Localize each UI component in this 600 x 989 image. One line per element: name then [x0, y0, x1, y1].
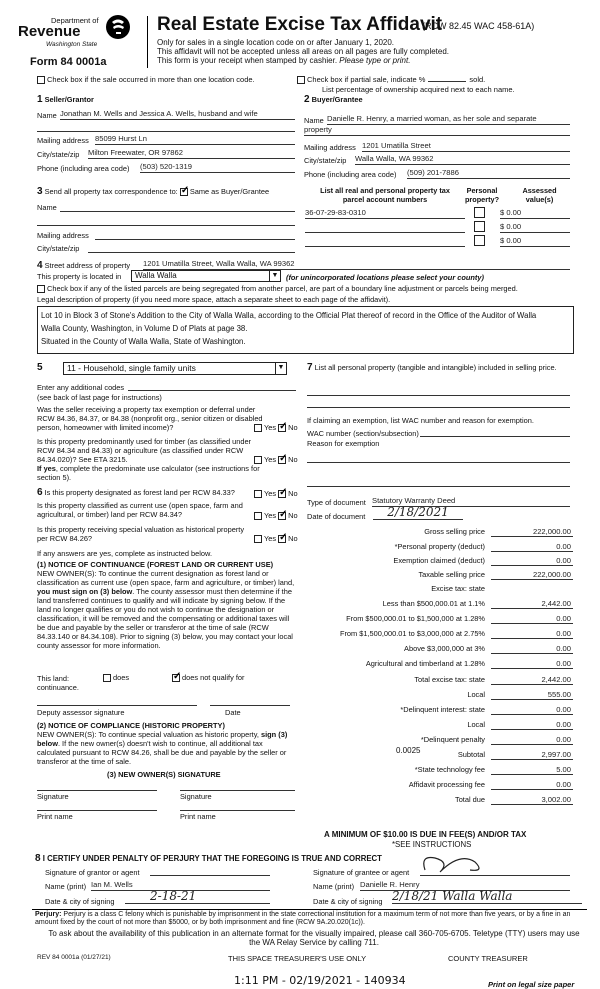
certify-heading: 8 I CERTIFY UNDER PENALTY OF PERJURY THAT THE FOREGOING IS TRUE AND CORRECT [35, 853, 382, 864]
s6-q3-no-checkbox[interactable] [278, 535, 286, 543]
tax-row-value[interactable]: 0.00 [491, 556, 573, 566]
this-land-label: This land: [37, 674, 70, 683]
land-does[interactable]: does [103, 673, 129, 682]
tax-row-label: *Personal property (deduct) [394, 542, 485, 551]
tax-row-value[interactable]: 0.00 [491, 735, 573, 745]
location-select[interactable]: Walla Walla ▼ [131, 270, 281, 282]
personal-property-line1[interactable] [307, 386, 570, 396]
seller-phone-label: Phone (including area code) [37, 164, 130, 173]
s3-name-line2[interactable] [37, 215, 295, 226]
seller-mail-label: Mailing address [37, 136, 89, 145]
unincorporated-note: (for unincorporated locations please select your county) [286, 273, 484, 282]
parcel-header: List all real and personal property tax parcel account numbers [320, 186, 450, 204]
tax-row-value[interactable]: 3,002.00 [491, 795, 573, 805]
owner-sig-label-1: Signature [37, 792, 69, 801]
reason-label: Reason for exemption [307, 439, 380, 448]
tax-row [305, 659, 573, 670]
tax-row-value[interactable]: 0.00 [491, 659, 573, 669]
form-title: Real Estate Excise Tax Affidavit [157, 14, 443, 35]
s6-q2-yes-checkbox[interactable] [254, 512, 262, 520]
header-note1: Only for sales in a single location code on or after January 1, 2020. [157, 38, 395, 47]
perjury-divider [32, 909, 587, 910]
tax-row-label: From $1,500,000.01 to $3,000,000 at 2.75% [339, 629, 485, 638]
parcel-field-1[interactable]: 36-07-29-83-0310 [305, 208, 465, 219]
partial-sale-check[interactable]: Check box if partial sale, indicate % sold. [297, 75, 485, 84]
grantee-name-label: Name (print) [313, 882, 355, 891]
legal-line2: Walla County, Washington, in Volume D of Plats at page 38. [41, 324, 248, 333]
s6-q2-yesno[interactable]: Yes ✓ No [254, 511, 298, 520]
tax-row-label: Gross selling price [424, 527, 485, 536]
s6-q1-yesno[interactable]: Yes ✓ No [254, 489, 298, 498]
seller-name-label: Name [37, 111, 57, 120]
grantor-name-label: Name (print) [45, 882, 87, 891]
minimum-note: A MINIMUM OF $10.00 IS DUE IN FEE(S) AND/OR TAX [324, 830, 527, 839]
buyer-phone-label: Phone (including area code) [304, 170, 397, 179]
continuance-label: continuance. [37, 683, 79, 692]
tax-row [305, 644, 573, 655]
tax-row [305, 750, 573, 761]
form-title-ref: (RCW 82.45 WAC 458-61A) [422, 21, 535, 31]
legal-paper-note: Print on legal size paper [488, 980, 575, 989]
partial-sale-checkbox[interactable] [297, 76, 305, 84]
doc-type-field[interactable]: Statutory Warranty Deed [372, 496, 570, 507]
tax-row-label: Taxable selling price [418, 570, 485, 579]
s6-q1: 6 Is this property designated as forest land per RCW 84.33? [37, 487, 235, 498]
tax-row-value[interactable]: 0.00 [491, 780, 573, 790]
s3-mail-field[interactable] [95, 229, 295, 240]
doc-type-label: Type of document [307, 498, 366, 507]
local-rate: 0.0025 [396, 746, 421, 755]
owner-print-label-2: Print name [180, 812, 216, 821]
tax-row-value[interactable]: 2,442.00 [491, 675, 573, 685]
tax-row-label: Affidavit processing fee [408, 780, 485, 789]
tax-row [305, 780, 573, 791]
section3-heading: 3 Send all property tax correspondence to: ✓ Same as Buyer/Grantee [37, 186, 269, 197]
s5-q1-yes-checkbox[interactable] [254, 424, 262, 432]
s6-q3-yes-checkbox[interactable] [254, 535, 262, 543]
tax-row [305, 599, 573, 610]
list-pct-note: List percentage of ownership acquired next to each name. [322, 85, 515, 94]
tax-row [305, 629, 573, 640]
grantee-date-label: Date & city of signing [313, 897, 383, 906]
s5-q1-yesno[interactable]: Yes ✓ No [254, 423, 298, 432]
seller-city-field[interactable]: Milton Freewater, OR 97862 [88, 148, 295, 159]
receipt-stamp: 1:11 PM - 02/19/2021 - 140934 [234, 974, 406, 987]
s3-city-field[interactable] [88, 242, 295, 253]
deputy-signature-label: Deputy assessor signature [37, 708, 125, 717]
tax-row-value[interactable]: 0.00 [491, 614, 573, 624]
owner-sig-label-2: Signature [180, 792, 212, 801]
rev-number: REV 84 0001a (01/27/21) [37, 954, 111, 961]
s6-q2: Is this property classified as current use (open space, farm and agricultural, or timber) land per RCW 84.34? [37, 501, 243, 519]
owner-print-field-1[interactable] [37, 808, 157, 811]
owner-print-label-1: Print name [37, 812, 73, 821]
wac-field[interactable] [420, 428, 570, 437]
tax-row-value[interactable]: 0.00 [491, 720, 573, 730]
s6-q1-yes-checkbox[interactable] [254, 490, 262, 498]
owner-sig-field-2[interactable] [180, 788, 295, 791]
chevron-down-icon: ▼ [269, 271, 280, 281]
owner-sig-field-1[interactable] [37, 788, 157, 791]
tax-row [305, 765, 573, 776]
land-does-not-checkbox[interactable] [172, 674, 180, 682]
s5-q2-yesno[interactable]: Yes ✓ No [254, 455, 298, 464]
county-treasurer: COUNTY TREASURER [448, 954, 528, 963]
reason-line2[interactable] [307, 478, 570, 487]
deputy-date-field[interactable] [210, 697, 290, 706]
section4-street: 4 Street address of property [37, 260, 131, 271]
s3-city-label: City/state/zip [37, 244, 80, 253]
s3-name-label: Name [37, 203, 57, 212]
header-note2: This affidavit will not be accepted unless all areas on all pages are fully completed. [157, 47, 450, 56]
notice1-text: NEW OWNER(S): To continue the current designation as forest land or classification as current use (open space, farm and agriculture, or timber) land, you must sign on (3) below. The county assessor must then determine if the land transferred continues to qualify and will indicate by signing below. If the land no longer qualifies or you do not wish to continue the designation or classification, it will be removed and the compensating or additional taxes will be due and payable by the seller or transferor at the time of sale (RCW 84.33.140 or 84.34.108). Prior to signing (3) below, you may contact your local county assessor for more information. [37, 569, 295, 650]
grantee-sig-label: Signature of grantee or agent [313, 868, 410, 877]
tax-row-value[interactable]: 2,442.00 [491, 599, 573, 609]
personal-property-line2[interactable] [307, 398, 570, 408]
owner-print-field-2[interactable] [180, 808, 295, 811]
grantee-signature-mark [415, 850, 495, 878]
s6-q3-yesno[interactable]: Yes ✓ No [254, 534, 298, 543]
tax-row [305, 675, 573, 686]
dept-line3: Washington State [46, 41, 98, 48]
dept-line1: Department of [51, 16, 99, 25]
buyer-name-field[interactable]: Danielle R. Henry, a married woman, as her sole and separate [327, 114, 570, 125]
s5-q2-note: If yes, complete the predominate use calculator (see instructions for section 5). [37, 464, 260, 482]
tax-row-label: Total excise tax: state [414, 675, 485, 684]
grantor-signature-field[interactable] [150, 867, 270, 876]
notice1-title: (1) NOTICE OF CONTINUANCE (FOREST LAND OR CURRENT USE) [37, 560, 274, 569]
tax-row-value[interactable]: 222,000.00 [491, 527, 573, 537]
treasurer-use: THIS SPACE TREASURER'S USE ONLY [228, 954, 367, 963]
multi-location-check[interactable]: Check box if the sale occurred in more than one location code. [37, 75, 255, 84]
dor-logo [18, 14, 136, 48]
buyer-heading: 2 Buyer/Grantee [304, 94, 363, 105]
tax-row-label: Agricultural and timberland at 1.28% [365, 659, 485, 668]
buyer-city-label: City/state/zip [304, 156, 347, 165]
doc-date-field[interactable]: 2/18/2021 [373, 505, 463, 520]
seller-mail-field[interactable]: 85099 Hurst Ln [95, 134, 295, 145]
tax-row-label: Exemption claimed (deduct) [393, 556, 485, 565]
header-note3: This form is your receipt when stamped by cashier. Please type or print. [157, 56, 411, 65]
tax-row-label: *Delinquent penalty [420, 735, 485, 744]
s5-q2-yes-checkbox[interactable] [254, 456, 262, 464]
personal-checkbox-1[interactable] [474, 207, 485, 218]
seller-city-label: City/state/zip [37, 150, 80, 159]
tax-row [305, 527, 573, 538]
assessed-field-1[interactable]: $ 0.00 [500, 208, 570, 219]
tax-row-value[interactable]: 2,997.00 [491, 750, 573, 760]
section7-text: 7 List all personal property (tangible and intangible) included in selling price. [307, 362, 557, 373]
s5-q1-no-checkbox[interactable] [278, 424, 286, 432]
tax-row [305, 720, 573, 731]
dor-logo-icon [104, 13, 132, 41]
personal-checkbox-3[interactable] [474, 235, 485, 246]
seller-name-field[interactable]: Jonathan M. Wells and Jessica A. Wells, husband and wife [60, 109, 295, 120]
legal-description-box[interactable] [37, 306, 574, 354]
form-number: Form 84 0001a [30, 56, 107, 68]
tax-row-label: Less than $500,000.01 at 1.1% [382, 599, 485, 608]
tax-row [305, 570, 573, 581]
tax-row-label: Above $3,000,000 at 3% [404, 644, 485, 653]
use-code-select[interactable]: 11 - Household, single family units ▼ [63, 362, 287, 375]
tax-row-label: Total due [455, 795, 485, 804]
new-owner-sig-heading: (3) NEW OWNER(S) SIGNATURE [107, 770, 221, 779]
tax-row [305, 542, 573, 553]
buyer-name-label: Name [304, 116, 324, 125]
additional-codes-field[interactable] [128, 382, 296, 391]
legal-line3: Situated in the County of Walla Walla, State of Washington. [41, 337, 246, 346]
s6-q2-no-checkbox[interactable] [278, 512, 286, 520]
tax-row-label: Excise tax: state [431, 584, 485, 593]
exemption-label: If claiming an exemption, list WAC number and reason for exemption. [307, 416, 534, 425]
tax-row [305, 584, 573, 595]
s3-name-field[interactable] [60, 201, 295, 212]
deputy-date-label: Date [225, 708, 241, 717]
accessibility-text: To ask about the availability of this publication in an alternate format for the visually impaired, please call 360-705-6705. Teletype (TTY) users may use the WA Relay Service by calling 711. [48, 929, 580, 947]
notice2-title: (2) NOTICE OF COMPLIANCE (HISTORIC PROPERTY) [37, 721, 225, 730]
segregated-checkbox[interactable] [37, 285, 45, 293]
tax-row [305, 705, 573, 716]
tax-row [305, 614, 573, 625]
s6-q3: Is this property receiving special valuation as historical property per RCW 84.26? [37, 525, 245, 543]
s5-q2-no-checkbox[interactable] [278, 456, 286, 464]
grantor-sig-label: Signature of grantor or agent [45, 868, 140, 877]
tax-row [305, 795, 573, 806]
header-divider [147, 16, 148, 68]
s6-q1-no-checkbox[interactable] [278, 490, 286, 498]
notice2-text: NEW OWNER(S): To continue special valuation as historic property, sign (3) below. If the new owner(s) doesn't wish to continue, all additional tax calculated pursuant to RCW 84.26, shall be due and payable by the seller or transferor at the time of sale. [37, 730, 288, 766]
tax-row-label: *Delinquent interest: state [400, 705, 485, 714]
wac-label: WAC number (section/subsection) [307, 429, 419, 438]
segregated-check[interactable]: Check box if any of the listed parcels are being segregated from another parcel, are part of a boundary line adjustment or parcels being merged. [37, 284, 597, 293]
s5-q1: Was the seller receiving a property tax exemption or deferral under RCW 84.36, 84.37, or 84.38 (nonprofit org., senior citizen or disabled person, homeowner with limited income)? [37, 405, 263, 432]
buyer-mail-label: Mailing address [304, 143, 356, 152]
tax-row-value[interactable]: 222,000.00 [491, 570, 573, 580]
same-as-buyer-checkbox[interactable] [180, 188, 188, 196]
assessed-field-3[interactable]: $ 0.00 [500, 236, 570, 247]
tax-row-label: Subtotal [457, 750, 485, 759]
s5-q2: Is this property predominantly used for timber (as classified under RCW 84.34 and 84.33) or agriculture (as classified under RCW 84.34.020)? See ETA 3215. [37, 437, 252, 464]
tax-row-label: From $500,000.01 to $1,500,000 at 1.28% [346, 614, 485, 623]
chevron-down-icon: ▼ [275, 363, 286, 374]
tax-row-label: Local [467, 690, 485, 699]
grantor-date-field[interactable]: 2-18-21 [125, 889, 270, 904]
buyer-phone-field[interactable]: (509) 201-7886 [407, 168, 570, 179]
tax-row-label: Local [467, 720, 485, 729]
grantee-name-field[interactable]: Danielle R. Henry [360, 880, 570, 891]
legal-line1: Lot 10 in Block 3 of Stone's Addition to the City of Walla Walla, according to the Official Plat thereof of record in the Office of the Auditor of Walla [41, 311, 537, 320]
tax-row-value[interactable]: 5.00 [491, 765, 573, 775]
assessed-header: Assessed value(s) [522, 186, 557, 204]
enter-codes-label: Enter any additional codes [37, 383, 125, 392]
perjury-text: Perjury: Perjury is a class C felony which is punishable by imprisonment in the state correctional institution for a maximum term of not more than five years, or by a fine in an amount fixed by the court of not more than $5000, or by both imprisonment and fine (RCW 9A.20.020(1c)). [35, 911, 571, 926]
personal-header: Personal property? [464, 186, 500, 204]
seller-name-line2[interactable] [37, 121, 295, 132]
legal-label: Legal description of property (if you need more space, attach a separate sheet to each page of the affidavit). [37, 295, 391, 304]
located-label: This property is located in [37, 272, 122, 281]
s3-mail-label: Mailing address [37, 231, 89, 240]
reason-line1[interactable] [307, 454, 570, 463]
tax-row-value[interactable]: 0.00 [491, 542, 573, 552]
assessed-field-2[interactable]: $ 0.00 [500, 222, 570, 233]
tax-row [305, 556, 573, 567]
partial-pct-field[interactable] [428, 81, 466, 82]
buyer-mail-field[interactable]: 1201 Umatilla Street [362, 141, 570, 152]
tax-row-value[interactable]: 0.00 [491, 644, 573, 654]
multi-location-checkbox[interactable] [37, 76, 45, 84]
dept-line2: Revenue [18, 23, 81, 40]
tax-row [305, 690, 573, 701]
tax-row-label: *State technology fee [414, 765, 485, 774]
see-instructions: *SEE INSTRUCTIONS [392, 840, 472, 849]
seller-heading: 1 Seller/Grantor [37, 94, 94, 105]
tax-row-value[interactable]: 0.00 [491, 629, 573, 639]
tax-row [305, 735, 573, 746]
parcel-field-3[interactable] [305, 236, 465, 247]
personal-checkbox-2[interactable] [474, 221, 485, 232]
grantor-name-field[interactable]: Ian M. Wells [91, 880, 270, 891]
street-address-field[interactable]: 1201 Umatilla Street, Walla Walla, WA 99362 [143, 259, 570, 270]
seller-phone-field[interactable]: (503) 520-1319 [140, 162, 295, 173]
section5-number: 5 [37, 362, 43, 373]
tax-row-value[interactable]: 0.00 [491, 705, 573, 715]
land-does-not[interactable]: ✓ does not qualify for [172, 673, 244, 682]
s6-if-yes: If any answers are yes, complete as instructed below. [37, 549, 212, 558]
see-back-note: (see back of last page for instructions) [37, 393, 162, 402]
grantor-date-label: Date & city of signing [45, 897, 115, 906]
tax-row-value[interactable]: 555.00 [491, 690, 573, 700]
deputy-signature-field[interactable] [37, 697, 197, 706]
grantee-date-field[interactable]: 2/18/21 Walla Walla [392, 889, 582, 904]
land-does-checkbox[interactable] [103, 674, 111, 682]
buyer-name-line2[interactable]: property [304, 125, 570, 136]
doc-date-label: Date of document [307, 512, 366, 521]
buyer-city-field[interactable]: Walla Walla, WA 99362 [355, 154, 570, 165]
parcel-field-2[interactable] [305, 222, 465, 233]
